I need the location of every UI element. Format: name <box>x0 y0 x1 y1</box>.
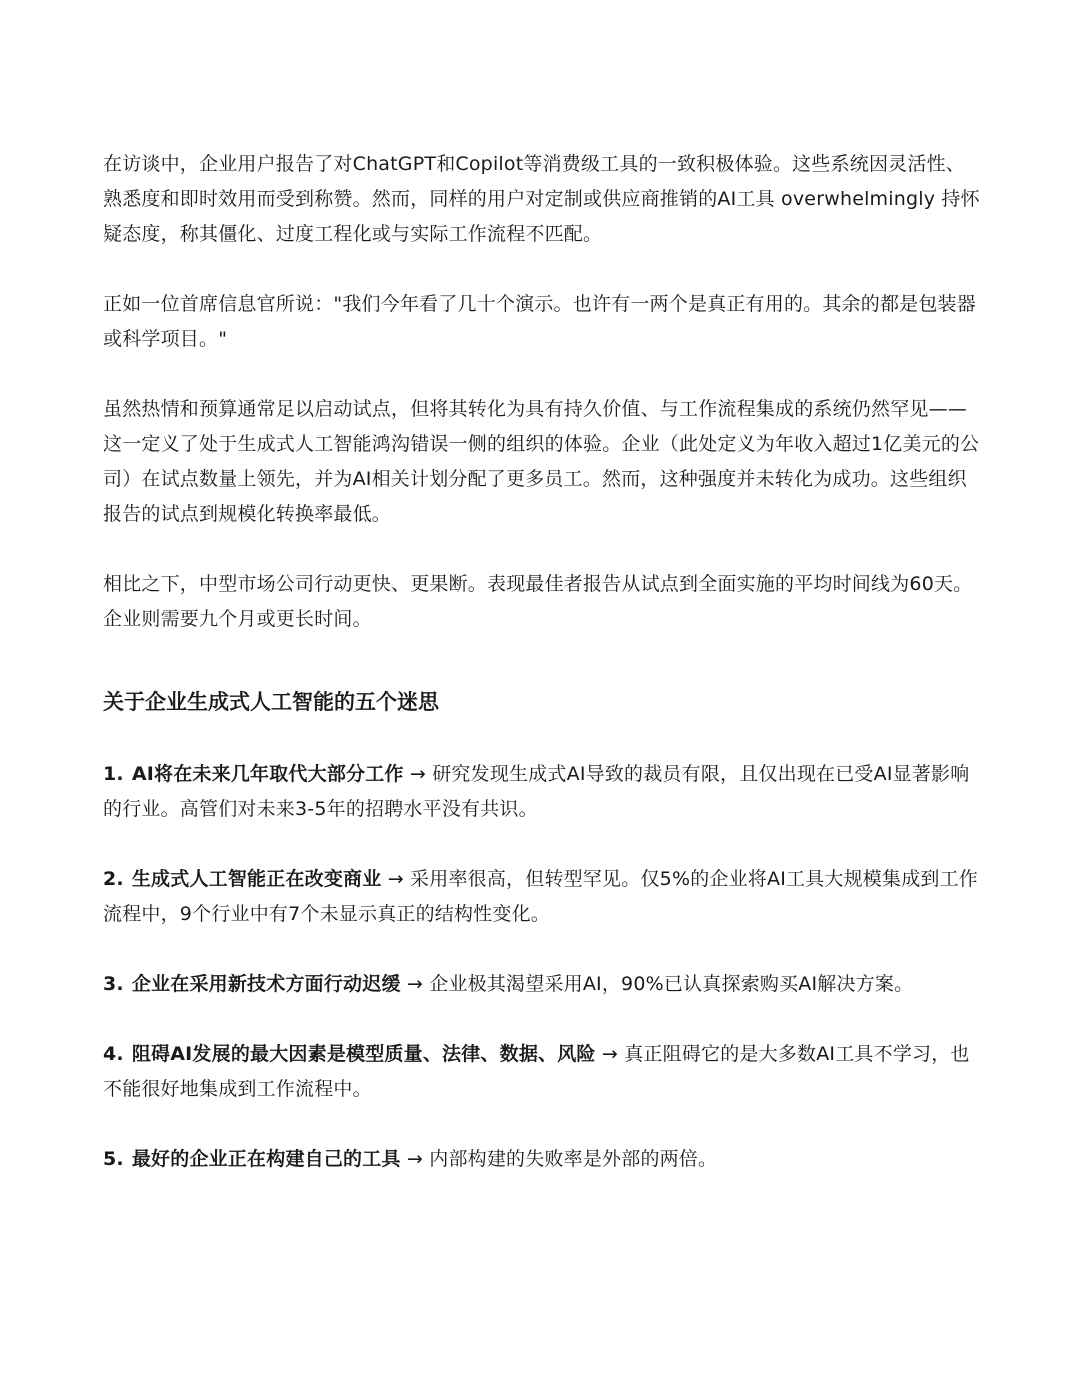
myth-title: 最好的企业正在构建自己的工具 <box>131 1148 401 1170</box>
myth-title: 阻碍AI发展的最大因素是模型质量、法律、数据、风险 <box>131 1043 596 1065</box>
myth-number: 1. <box>103 763 124 785</box>
myth-body: → 采用率很高，但转型罕见。仅5%的企业将AI工具大规模集成到工作流程中，9个行业中有7个未显示真正的结构性变化。 <box>103 868 978 925</box>
myth-body: → 真正阻碍它的是大多数AI工具不学习，也不能很好地集成到工作流程中。 <box>103 1043 970 1100</box>
myth-item <box>103 1037 983 1107</box>
section-heading: 关于企业生成式人工智能的五个迷思 <box>103 690 439 714</box>
myth-title: 企业在采用新技术方面行动迟缓 <box>131 973 401 995</box>
myth-number: 3. <box>103 973 124 995</box>
myth-item <box>103 1142 983 1177</box>
myth-number: 4. <box>103 1043 124 1065</box>
document-body <box>103 147 983 1212</box>
paragraph-cio-quote: 正如一位首席信息官所说："我们今年看了几十个演示。也许有一两个是真正有用的。其余的都是包装器或科学项目。" <box>103 293 976 350</box>
myth-body: → 内部构建的失败率是外部的两倍。 <box>400 1148 718 1170</box>
myth-item <box>103 967 983 1002</box>
myth-number: 2. <box>103 868 124 890</box>
paragraph-interviews: 在访谈中，企业用户报告了对ChatGPT和Copilot等消费级工具的一致积极体验。这些系统因灵活性、熟悉度和即时效用而受到称赞。然而，同样的用户对定制或供应商推销的AI工具 overwhelmingly 持怀疑态度，称其僵化、过度工程化或与实际工作流程不匹配。 <box>103 153 980 245</box>
myth-title: AI将在未来几年取代大部分工作 <box>131 763 404 785</box>
myth-number: 5. <box>103 1148 124 1170</box>
myth-title: 生成式人工智能正在改变商业 <box>131 868 382 890</box>
paragraph-enterprise-pilots: 虽然热情和预算通常足以启动试点，但将其转化为具有持久价值、与工作流程集成的系统仍然罕见——这一定义了处于生成式人工智能鸿沟错误一侧的组织的体验。企业（此处定义为年收入超过1亿美元的公司）在试点数量上领先，并为AI相关计划分配了更多员工。然而，这种强度并未转化为成功。这些组织报告的试点到规模化转换率最低。 <box>103 398 980 525</box>
myth-body: → 研究发现生成式AI导致的裁员有限，且仅出现在已受AI显著影响的行业。高管们对未来3-5年的招聘水平没有共识。 <box>103 763 970 820</box>
myth-item <box>103 862 983 932</box>
myth-item <box>103 757 983 827</box>
myth-body: → 企业极其渴望采用AI，90%已认真探索购买AI解决方案。 <box>400 973 914 995</box>
paragraph-mid-market: 相比之下，中型市场公司行动更快、更果断。表现最佳者报告从试点到全面实施的平均时间线为60天。企业则需要九个月或更长时间。 <box>103 573 973 630</box>
